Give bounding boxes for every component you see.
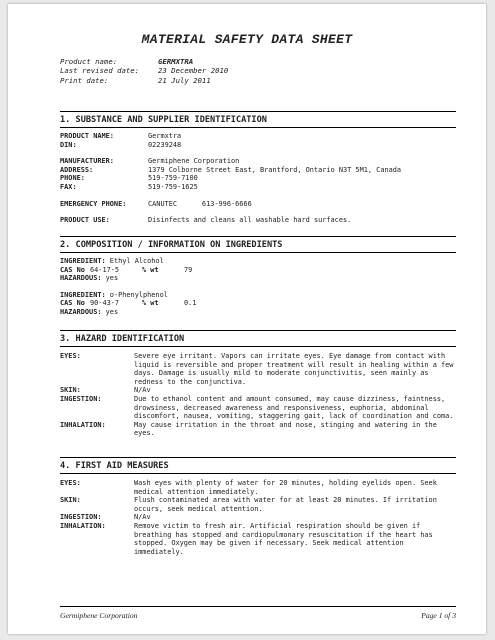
first-aid-row	[60, 479, 456, 496]
cas-value: 90-43-7	[90, 299, 120, 308]
ingredient-name: o-Phenylphenol	[109, 290, 168, 299]
hazard-text: May cause irritation in the throat and nose, stinging and watering in the eyes.	[134, 420, 437, 438]
document-page	[8, 4, 486, 634]
address-label: ADDRESS:	[60, 165, 94, 174]
phone-label: PHONE:	[60, 174, 85, 183]
din-label: DIN:	[60, 140, 77, 149]
manufacturer-label: MANUFACTURER:	[60, 157, 114, 166]
section-2-title: 2. COMPOSITION / INFORMATION ON INGREDIENTS	[60, 240, 456, 253]
hazard-row	[60, 395, 456, 421]
hazardous-value: yes	[105, 274, 119, 283]
ingredient-label: INGREDIENT:	[60, 257, 106, 265]
din-value: 02239248	[148, 140, 182, 149]
meta-product-label: Product name:	[60, 57, 118, 66]
product-name-value: Germxtra	[148, 132, 182, 140]
fax-label: FAX:	[60, 182, 77, 191]
section-3-title: 3. HAZARD IDENTIFICATION	[60, 334, 456, 347]
hazardous-value: yes	[105, 307, 119, 316]
hazard-text: Due to ethanol content and amount consumed, may cause dizziness, faintness, drowsiness, decreased awareness and responsiveness, euphoria, abdominal discomfort, nausea, vomiting, staggering gait, lack of coordination and coma.	[134, 394, 454, 421]
cas-value: 64-17-5	[90, 265, 120, 274]
section-4-body	[60, 479, 456, 556]
hazard-label: INHALATION:	[60, 420, 106, 429]
first-aid-label: EYES:	[60, 479, 81, 487]
hazard-row	[60, 421, 456, 438]
hazard-row	[60, 352, 456, 386]
ingredient-entry	[60, 291, 456, 317]
ingredient-entry	[60, 257, 456, 283]
address-value: 1379 Colborne Street East, Brantford, Ontario N3T 5M1, Canada	[148, 165, 402, 174]
cas-label: CAS No	[60, 299, 85, 308]
first-aid-label: INGESTION:	[60, 513, 102, 522]
meta-revised-value: 23 December 2010	[158, 66, 229, 76]
hazard-row	[60, 386, 456, 395]
phone-value: 519-759-7100	[148, 174, 198, 183]
first-aid-text: N/Av	[134, 513, 151, 522]
first-aid-text: Remove victim to fresh air. Artificial respiration should be given if breathing has stopped and cardiopulmonary resuscitation if the heart has stopped. Oxygen may be given if necessary. Seek medical attention immediately.	[134, 521, 433, 556]
footer-company: Germiphene Corporation	[60, 611, 138, 620]
emergency-value: CANUTEC 613-996-6666	[148, 199, 252, 208]
emergency-label: EMERGENCY PHONE:	[60, 199, 127, 208]
hazard-label: SKIN:	[60, 386, 81, 395]
ingredient-label: INGREDIENT:	[60, 290, 106, 299]
meta-product-value: GERMXTRA	[158, 57, 194, 66]
first-aid-row	[60, 496, 456, 513]
hazard-label: INGESTION:	[60, 394, 102, 403]
first-aid-row	[60, 522, 456, 556]
wt-label: % wt	[142, 299, 159, 308]
footer-page-number: Page 1 of 3	[421, 611, 456, 620]
document-title: MATERIAL SAFETY DATA SHEET	[141, 32, 353, 47]
meta-print-label: Print date:	[60, 75, 109, 85]
cas-label: CAS No	[60, 265, 85, 274]
meta-print-value: 21 July 2011	[158, 75, 211, 85]
first-aid-text: Wash eyes with plenty of water for 20 minutes, holding eyelids open. Seek medical attention immediately.	[134, 479, 437, 496]
meta-revised-label: Last revised date:	[60, 66, 140, 76]
hazardous-label: HAZARDOUS:	[60, 274, 102, 283]
document-meta	[60, 57, 228, 85]
first-aid-text: Flush contaminated area with water for at least 20 minutes. If irritation occurs, seek medical attention.	[134, 496, 437, 513]
hazardous-label: HAZARDOUS:	[60, 307, 102, 316]
product-name-label: PRODUCT NAME:	[60, 132, 114, 140]
product-use-label: PRODUCT USE:	[60, 216, 110, 225]
manufacturer-value: Germiphene Corporation	[148, 157, 240, 166]
section-2-body	[60, 257, 456, 317]
hazard-label: EYES:	[60, 352, 81, 360]
wt-value: 79	[184, 265, 193, 274]
page-footer	[60, 606, 456, 620]
section-1-body	[60, 132, 456, 225]
first-aid-label: INHALATION:	[60, 521, 106, 530]
product-use-value: Disinfects and cleans all washable hard surfaces.	[148, 216, 352, 225]
section-1-title: 1. SUBSTANCE AND SUPPLIER IDENTIFICATION	[60, 115, 456, 128]
ingredient-name: Ethyl Alcohol	[109, 257, 164, 265]
hazard-text: Severe eye irritant. Vapors can irritate eyes. Eye damage from contact with liquid is reversible and proper treatment will result in healing within a few days. Damage is usually mild to moderate conjunctivitis, seen mainly as redness to the conjunctiva.	[134, 352, 454, 386]
first-aid-label: SKIN:	[60, 496, 81, 505]
section-4-title: 4. FIRST AID MEASURES	[60, 461, 456, 474]
wt-value: 0.1	[184, 299, 197, 308]
section-3-body	[60, 352, 456, 438]
wt-label: % wt	[142, 265, 159, 274]
fax-value: 519-759-1625	[148, 182, 198, 191]
hazard-text: N/Av	[134, 386, 151, 395]
first-aid-row	[60, 513, 456, 522]
